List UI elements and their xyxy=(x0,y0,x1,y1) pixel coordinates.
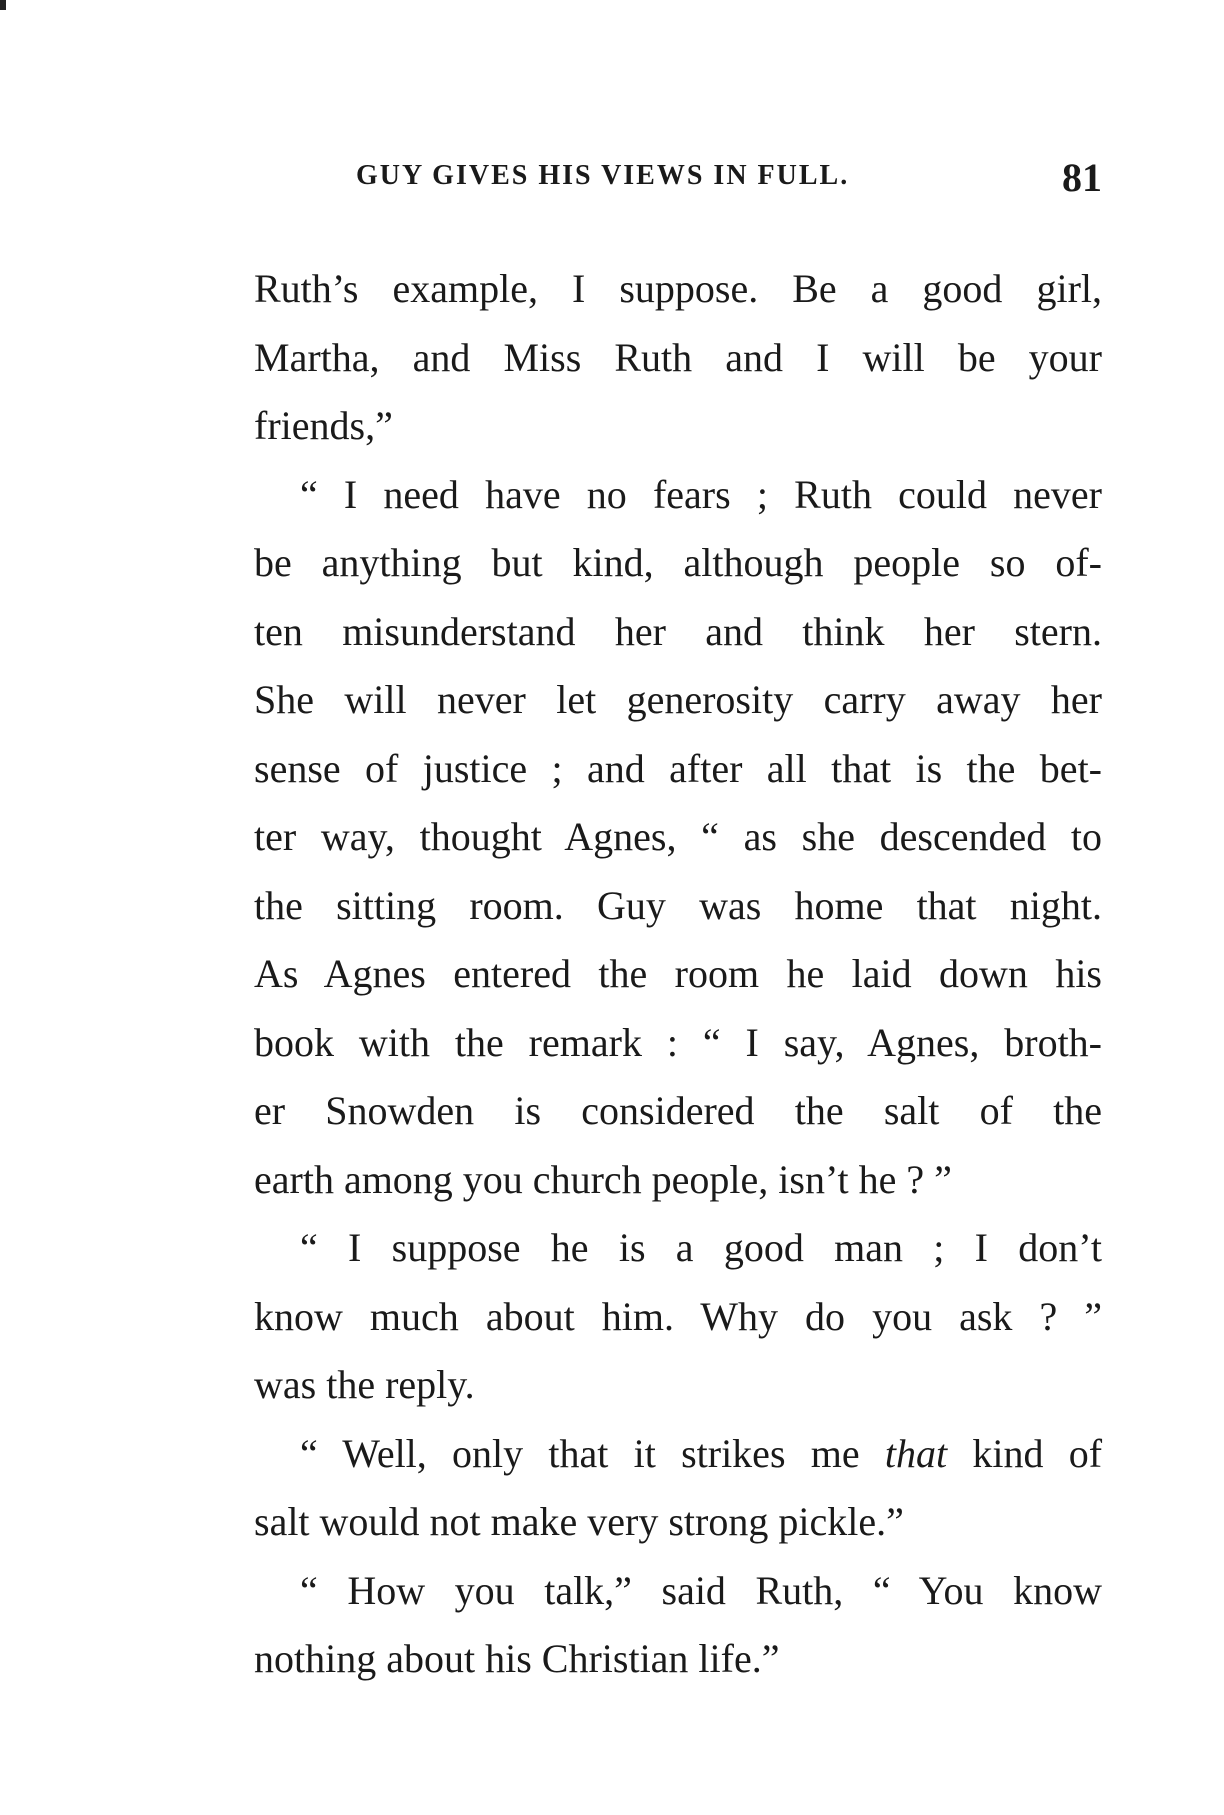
text-line: “ I suppose he is a good man ; I don’t xyxy=(300,1225,1102,1270)
text-line: salt would not make very strong pickle.” xyxy=(254,1499,904,1544)
text-line: friends,” xyxy=(254,403,393,448)
text-line: earth among you church people, isn’t he ? ” xyxy=(254,1156,952,1202)
text-line: sense of justice ; and after all that is the bet- xyxy=(254,745,1102,791)
text-segment: kind of xyxy=(972,1430,1103,1476)
text-line: “ I need have no fears ; Ruth could never xyxy=(300,471,1102,517)
text-line: ten misunderstand her and think her stern. xyxy=(254,608,1102,654)
italic-emphasis: that xyxy=(884,1430,948,1476)
text-line: As Agnes entered the room he laid down his xyxy=(254,951,1102,996)
running-head: GUY GIVES HIS VIEWS IN FULL. xyxy=(356,160,850,191)
text-line: book with the remark : “ I say, Agnes, broth- xyxy=(254,1019,1102,1065)
text-line: er Snowden is considered the salt of the xyxy=(254,1088,1102,1133)
text-line: nothing about his Christian life.” xyxy=(254,1636,780,1681)
page-header xyxy=(356,155,1102,200)
text-line: was the reply. xyxy=(254,1362,475,1407)
text-line: Martha, and Miss Ruth and I will be your xyxy=(254,334,1102,380)
body-text xyxy=(254,255,1102,1694)
text-segment: “ Well, only that it strikes me xyxy=(300,1430,860,1476)
text-line: Ruth’s example, I suppose. Be a good girl, xyxy=(254,266,1102,311)
text-line: the sitting room. Guy was home that night. xyxy=(254,882,1102,928)
text-line xyxy=(254,1420,1102,1489)
text-line: ter way, thought Agnes, “ as she descended to xyxy=(254,814,1102,859)
scan-mark xyxy=(0,0,6,10)
page-number: 81 xyxy=(1062,155,1102,200)
text-line: know much about him. Why do you ask ? ” xyxy=(254,1293,1102,1339)
text-line: “ How you talk,” said Ruth, “ You know xyxy=(300,1567,1102,1613)
text-line: be anything but kind, although people so of- xyxy=(254,540,1102,585)
text-line: She will never let generosity carry away her xyxy=(254,677,1102,722)
